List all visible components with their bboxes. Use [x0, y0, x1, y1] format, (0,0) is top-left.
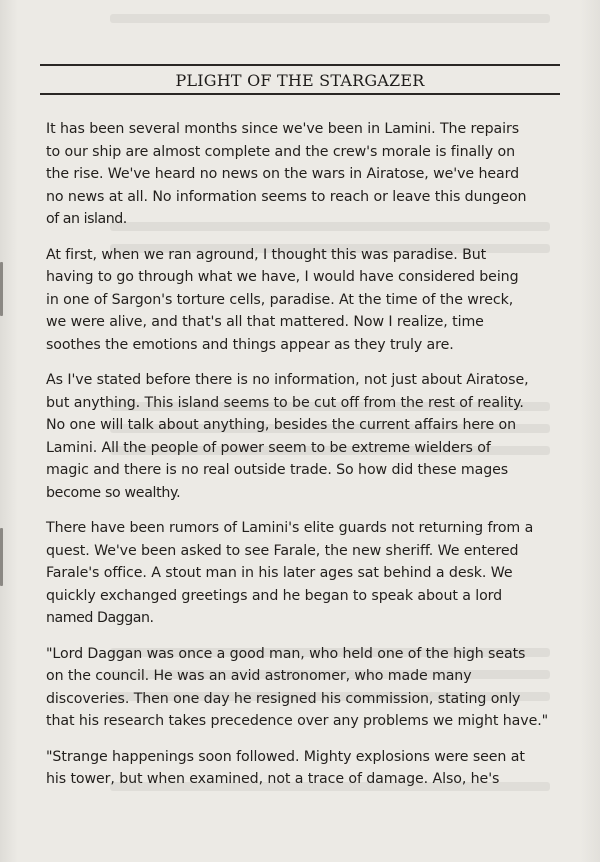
text-line: As I've stated before there is no information, not just about Airatose,: [46, 372, 529, 388]
text-line: quest. We've been asked to see Farale, the new sheriff. We entered: [46, 542, 519, 559]
text-line: quickly exchanged greetings and he began to speak about a lord: [46, 587, 503, 604]
text-line: magic and there is no real outside trade. So how did these mages: [46, 462, 509, 478]
paragraph-1: [46, 118, 566, 231]
story-body: [46, 118, 566, 804]
text-line: having to go through what we have, I would have considered being: [46, 269, 519, 285]
text-line: no news at all. No information seems to reach or leave this dungeon: [46, 188, 527, 205]
text-line: but anything. This island seems to be cut off from the rest of reality.: [46, 394, 524, 411]
text-line: of an island.: [46, 211, 127, 227]
text-line: Farale's office. A stout man in his later ages sat behind a desk. We: [46, 565, 513, 581]
text-line: It has been several months since we've been in Lamini. The repairs: [46, 121, 520, 137]
text-line: There have been rumors of Lamini's elite guards not returning from a: [46, 520, 534, 536]
text-line: "Strange happenings soon followed. Mighty explosions were seen at: [46, 748, 525, 765]
text-line: the rise. We've heard no news on the wars in Airatose, we've heard: [46, 166, 520, 182]
binding-mark-lower: [0, 528, 3, 586]
text-line: to our ship are almost complete and the crew's morale is finally on: [46, 143, 515, 160]
text-line: discoveries. Then one day he resigned his commission, stating only: [46, 690, 521, 707]
text-line: Lamini. All the people of power seem to be extreme wielders of: [46, 439, 491, 456]
title-banner: [40, 64, 560, 95]
paragraph-6: [46, 746, 566, 791]
text-line: At first, when we ran aground, I thought this was paradise. But: [46, 246, 487, 263]
text-line: that his research takes precedence over any problems we might have.": [46, 713, 549, 729]
paragraph-4: [46, 517, 566, 630]
text-line: "Lord Daggan was once a good man, who held one of the high seats: [46, 645, 526, 662]
paragraph-2: [46, 244, 566, 357]
binding-mark-upper: [0, 262, 3, 316]
page-title: PLIGHT OF THE STARGAZER: [175, 71, 425, 90]
text-line: we were alive, and that's all that mattered. Now I realize, time: [46, 314, 484, 330]
text-line: on the council. He was an avid astronomer, who made many: [46, 668, 472, 684]
paragraph-5: [46, 643, 566, 733]
text-line: named Daggan.: [46, 610, 154, 626]
text-line: become so wealthy.: [46, 484, 181, 501]
paragraph-3: [46, 369, 566, 504]
text-line: his tower, but when examined, not a trace of damage. Also, he's: [46, 771, 500, 787]
text-line: No one will talk about anything, besides the current affairs here on: [46, 417, 517, 433]
text-line: in one of Sargon's torture cells, paradise. At the time of the wreck,: [46, 291, 514, 308]
text-line: soothes the emotions and things appear as they truly are.: [46, 336, 454, 353]
